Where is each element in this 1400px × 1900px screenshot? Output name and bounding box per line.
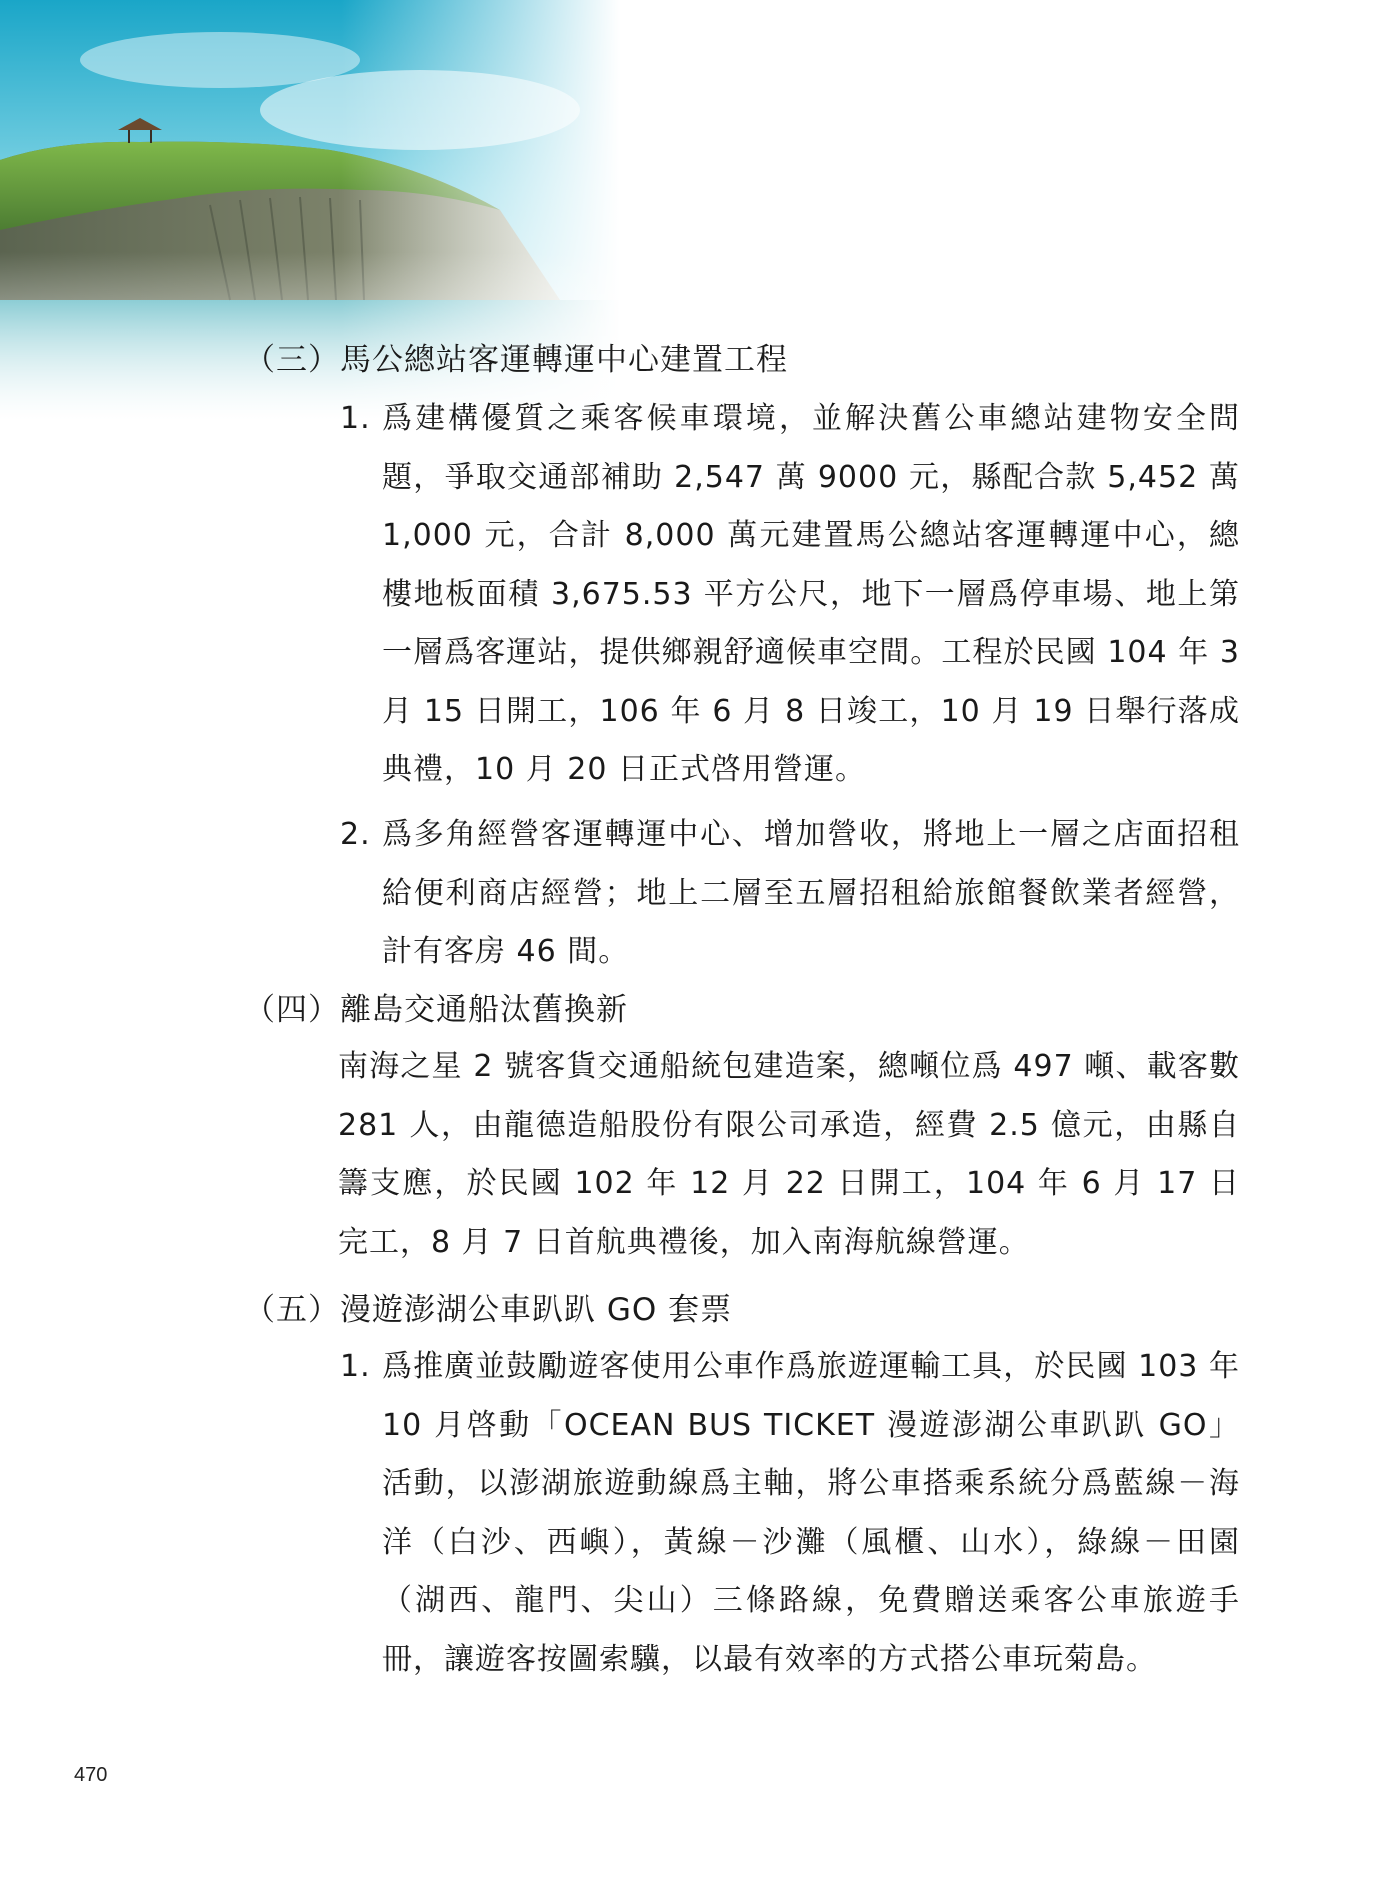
list-item (340, 390, 1240, 800)
section-paragraph: 南海之星 2 號客貨交通船統包建造案，總噸位爲 497 噸、載客數 281 人，由龍德造船股份有限公司承造，經費 2.5 億元，由縣自籌支應，於民國 102 年 12 月 22 日開工，104 年 6 月 17 日完工，8 月 7 日首航典禮後，加入南海航線營運。 (338, 1049, 1240, 1260)
list-item-number: 1. (340, 1349, 371, 1384)
list-item-number: 2. (340, 817, 371, 852)
section-heading: （四）離島交通船汰舊換新 (244, 992, 628, 1028)
page-number: 470 (74, 1764, 108, 1786)
list-item (340, 1338, 1240, 1689)
list-item-text: 爲推廣並鼓勵遊客使用公車作爲旅遊運輸工具，於民國 103 年 10 月啓動「OCEAN BUS TICKET 漫遊澎湖公車趴趴 GO」活動，以澎湖旅遊動線爲主軸，將公車搭乘系統分爲藍線－海洋（白沙、西嶼），黃線－沙灘（風櫃、山水），綠線－田園（湖西、龍門、尖山）三條路線，免費贈送乘客公車旅遊手冊，讓遊客按圖索驥，以最有效率的方式搭公車玩菊島。 (382, 1349, 1240, 1677)
list-item-text: 爲多角經營客運轉運中心、增加營收，將地上一層之店面招租給便利商店經營；地上二層至五層招租給旅館餐飲業者經營，計有客房 46 間。 (382, 817, 1240, 969)
section-heading: （五）漫遊澎湖公車趴趴 GO 套票 (244, 1292, 733, 1328)
section-heading: （三）馬公總站客運轉運中心建置工程 (244, 342, 788, 378)
list-item-number: 1. (340, 401, 371, 436)
list-item (340, 806, 1240, 982)
list-item-text: 爲建構優質之乘客候車環境，並解決舊公車總站建物安全問題，爭取交通部補助 2,547 萬 9000 元，縣配合款 5,452 萬 1,000 元，合計 8,000 萬元建置馬公總站客運轉運中心，總樓地板面積 3,675.53 平方公尺，地下一層爲停車場、地上第一層爲客運站，提供鄉親舒適候車空間。工程於民國 104 年 3 月 15 日開工，106 年 6 月 8 日竣工，10 月 19 日舉行落成典禮，10 月 20 日正式啓用營運。 (382, 401, 1240, 787)
